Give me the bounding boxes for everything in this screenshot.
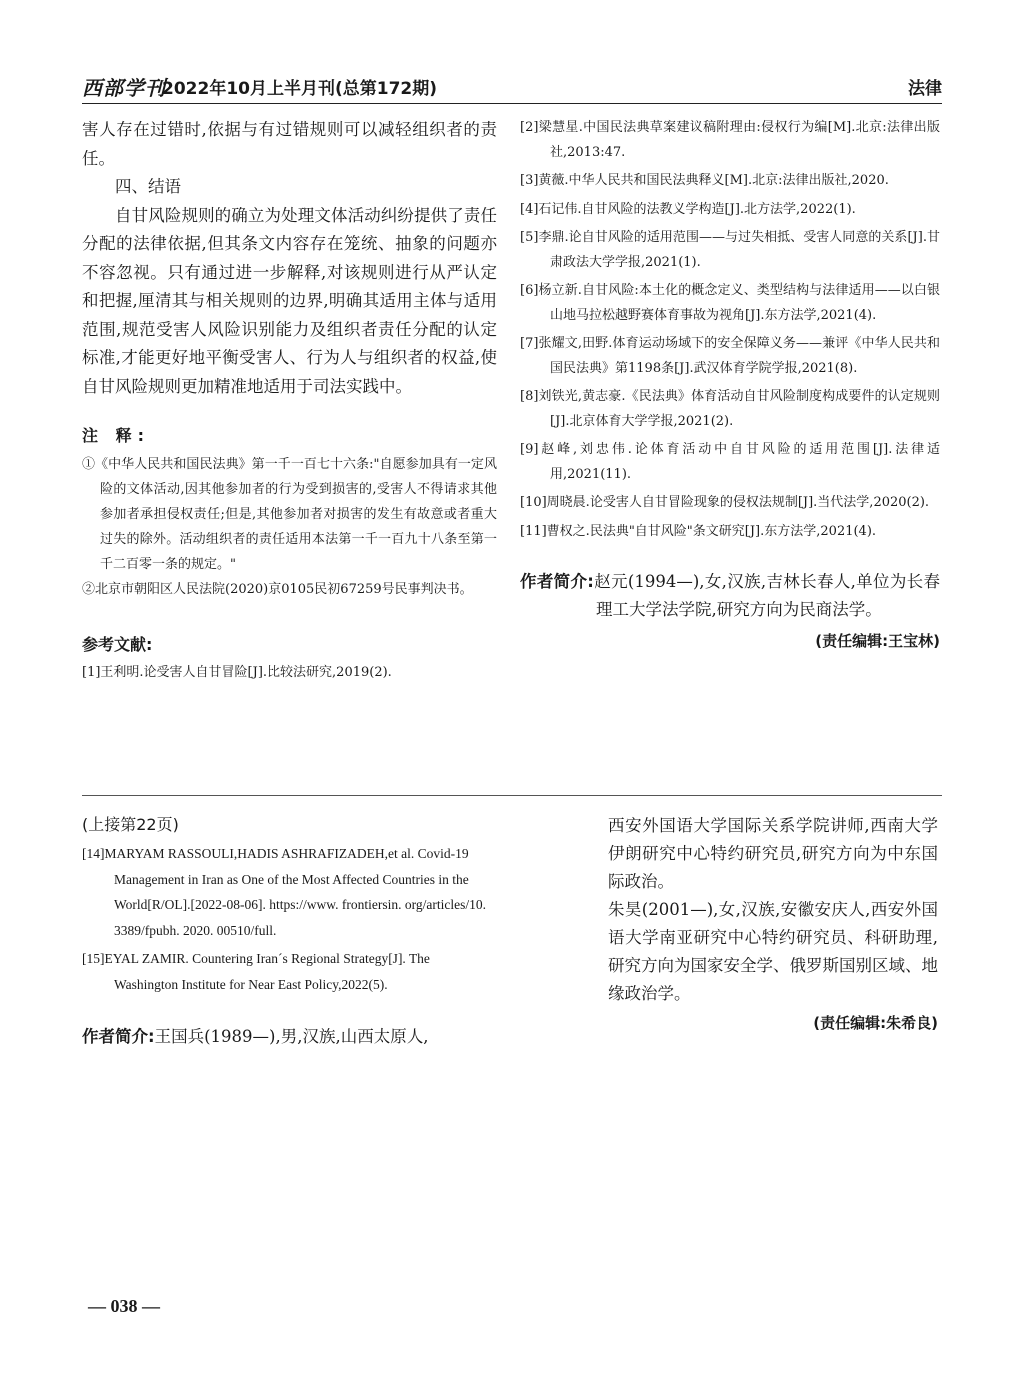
body-paragraph: 自甘风险规则的确立为处理文体活动纠纷提供了责任分配的法律依据,但其条文内容存在笼统、抽象的问题亦不容忽视。只有通过进一步解释,对该规则进行从严认定和把握,厘清其与相关规则的边界,明确其适用主体与适用范围,规范受害人风险识别能力及组织者责任分配的认定标准,才能更好地平衡受害人、行为人与组织者的权益,使自甘风险规则更加精准地适用于司法实践中。	[82, 205, 497, 396]
continued-article-left	[82, 812, 497, 1051]
reference-item: [14]MARYAM RASSOULI,HADIS ASHRAFIZADEH,et al. Covid-19 Management in Iran as One of the Most Affected Countries in the World[R/OL].[2022-08-06]. https://www. frontiersin. org/articles/10. 3389/fpubh. 2020. 00510/full.	[82, 846, 486, 938]
reference-item: [10]周晓晨.论受害人自甘冒险现象的侵权法规制[J].当代法学,2020(2).	[520, 495, 930, 510]
header-rule	[82, 103, 942, 104]
reference-item: [1]王利明.论受害人自甘冒险[J].比较法研究,2019(2).	[82, 665, 392, 680]
section-heading: 四、结语	[115, 177, 181, 196]
author-bio	[520, 568, 940, 624]
section-divider	[82, 795, 942, 796]
author-bio: 朱昊(2001—),女,汉族,安徽安庆人,西安外国语大学南亚研究中心特约研究员、科研助理,研究方向为国家安全学、俄罗斯国别区域、地缘政治学。	[608, 900, 938, 1003]
author-bio	[82, 1023, 497, 1051]
continued-from: (上接第22页)	[82, 815, 179, 834]
author-bio-cont: 西安外国语大学国际关系学院讲师,西南大学伊朗研究中心特约研究员,研究方向为中东国际政治。	[608, 816, 938, 891]
page-number: — 038 —	[88, 1296, 160, 1316]
reference-item: [7]张耀文,田野.体育运动场域下的安全保障义务——兼评《中华人民共和国民法典》第1198条[J].武汉体育学院学报,2021(8).	[520, 336, 940, 376]
page-header	[82, 72, 942, 98]
note-item: ②北京市朝阳区人民法院(2020)京0105民初67259号民事判决书。	[82, 582, 473, 597]
author-text: 王国兵(1989—),男,汉族,山西太原人,	[154, 1027, 429, 1046]
reference-item: [8]刘铁光,黄志豪.《民法典》体育活动自甘风险制度构成要件的认定规则[J].北京体育大学学报,2021(2).	[520, 389, 940, 429]
reference-item: [11]曹权之.民法典"自甘风险"条文研究[J].东方法学,2021(4).	[520, 523, 877, 539]
issue-info: 2022年10月上半月刊(总第172期)	[162, 79, 437, 99]
right-column	[520, 116, 940, 651]
author-label: 作者简介:	[82, 1027, 155, 1046]
editor-credit: (责任编辑:朱希良)	[813, 1014, 938, 1032]
note-item: ①《中华人民共和国民法典》第一千一百七十六条:"自愿参加具有一定风险的文体活动,因其他参加者的行为受到损害的,受害人不得请求其他参加者承担侵权责任;但是,其他参加者对损害的发生有故意或者重大过失的除外。活动组织者的责任适用本法第一千一百九十八条至第一千二百零一条的规定。"	[82, 457, 497, 572]
journal-logo: 西部学刊	[82, 76, 166, 100]
body-paragraph: 害人存在过错时,依据与有过错规则可以减轻组织者的责任。	[82, 120, 497, 168]
reference-item: [9]赵峰,刘忠伟.论体育活动中自甘风险的适用范围[J].法律适用,2021(11).	[520, 442, 940, 482]
reference-item: [15]EYAL ZAMIR. Countering Iran´s Regional Strategy[J]. The Washington Institute for Near East Policy,2022(5).	[82, 951, 430, 992]
left-column	[82, 116, 497, 686]
continued-article-right	[608, 812, 938, 1033]
references-title: 参考文献:	[82, 635, 153, 654]
author-label: 作者简介:	[520, 572, 594, 591]
reference-item: [5]李鼎.论自甘风险的适用范围——与过失相抵、受害人同意的关系[J].甘肃政法大学学报,2021(1).	[520, 230, 940, 270]
reference-item: [3]黄薇.中华人民共和国民法典释义[M].北京:法律出版社,2020.	[520, 173, 889, 188]
section-tag: 法律	[908, 79, 942, 99]
reference-item: [2]梁慧星.中国民法典草案建议稿附理由:侵权行为编[M].北京:法律出版社,2013:47.	[520, 120, 940, 160]
reference-item: [6]杨立新.自甘风险:本土化的概念定义、类型结构与法律适用——以白银山地马拉松越野赛体育事故为视角[J].东方法学,2021(4).	[520, 283, 940, 323]
author-text: 赵元(1994—),女,汉族,吉林长春人,单位为长春理工大学法学院,研究方向为民商法学。	[593, 572, 940, 619]
editor-credit: (责任编辑:王宝林)	[815, 632, 940, 650]
reference-item: [4]石记伟.自甘风险的法教义学构造[J].北方法学,2022(1).	[520, 201, 856, 217]
notes-title: 注 释:	[82, 426, 150, 445]
